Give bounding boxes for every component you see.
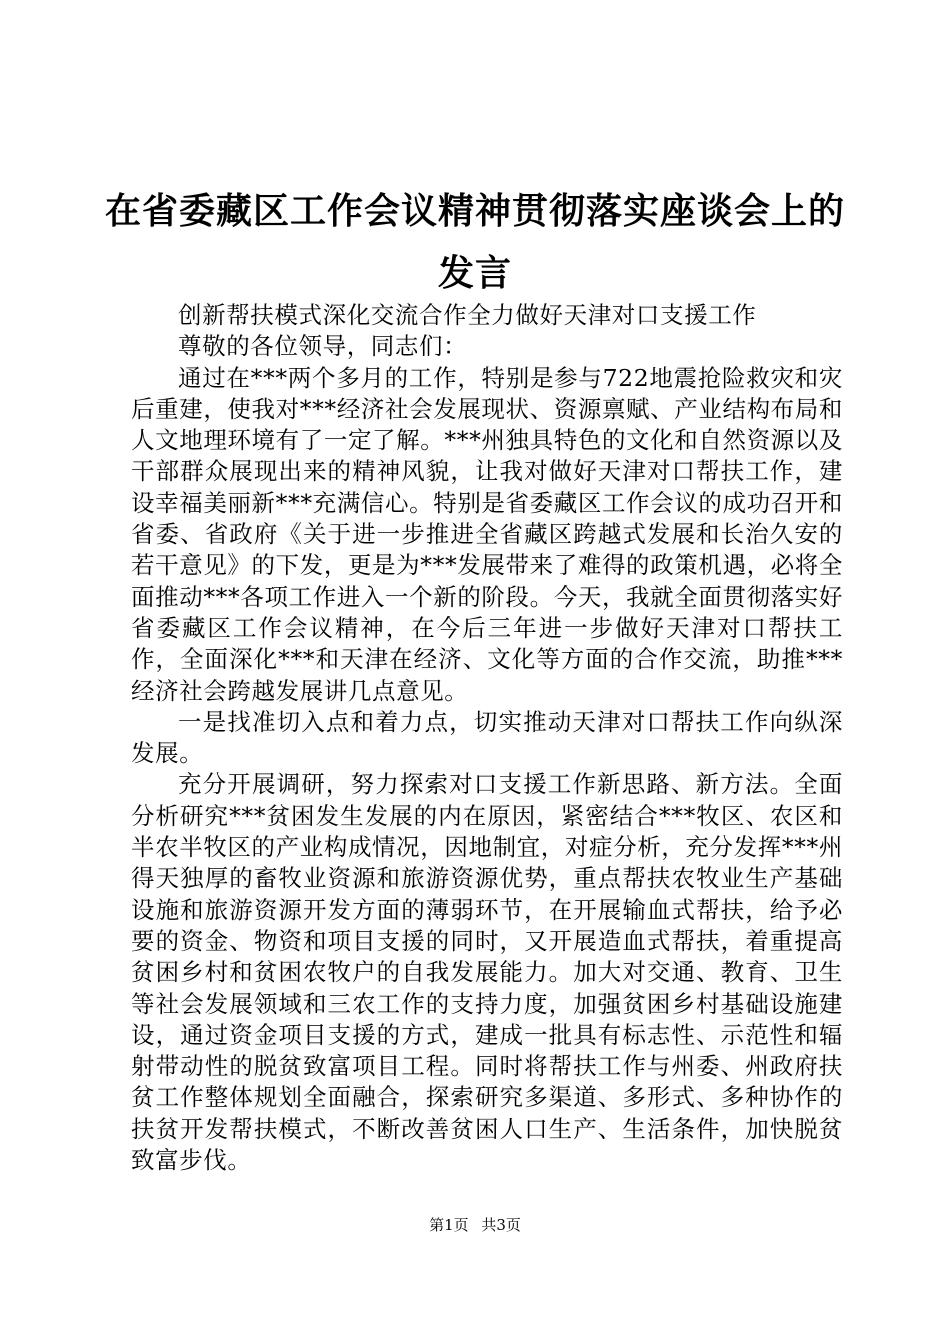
- body-paragraph: 充分开展调研，努力探索对口支援工作新思路、新方法。全面分析研究***贫困发生发展的内在原因，紧密结合***牧区、农区和半农半牧区的产业构成情况，因地制宜，对症分析，充分发挥***州得天独厚的畜牧业资源和旅游资源优势，重点帮扶农牧业生产基础设施和旅游资源开发方面的薄弱环节，在开展输血式帮扶，给予必要的资金、物资和项目支援的同时，又开展造血式帮扶，着重提高贫困乡村和贫困农牧户的自我发展能力。加大对交通、教育、卫生等社会发展领域和三农工作的支持力度，加强贫困乡村基础设施建设，通过资金项目支援的方式，建成一批具有标志性、示范性和辐射带动性的脱贫致富项目工程。同时将帮扶工作与州委、州政府扶贫工作整体规划全面融合，探索研究多渠道、多形式、多种协作的扶贫开发帮扶模式，不断改善贫困人口生产、生活条件，加快脱贫致富步伐。: [131, 770, 843, 1175]
- section-heading-paragraph: 一是找准切入点和着力点，切实推动天津对口帮扶工作向纵深发展。: [131, 707, 843, 768]
- page-footer: [0, 1214, 950, 1236]
- salutation-paragraph: 尊敬的各位领导，同志们：: [178, 332, 468, 361]
- document-body: [131, 300, 843, 1176]
- document-title: 在省委藏区工作会议精神贯彻落实座谈会上的发言: [104, 190, 845, 294]
- subtitle-paragraph: 创新帮扶模式深化交流合作全力做好天津对口支援工作: [178, 301, 757, 329]
- body-paragraph: 通过在***两个多月的工作，特别是参与722地震抢险救灾和灾后重建，使我对***经济社会发展现状、资源禀赋、产业结构布局和人文地理环境有了一定了解。***州独具特色的文化和自然资源以及干部群众展现出来的精神风貌，让我对做好天津对口帮扶工作，建设幸福美丽新***充满信心。特别是省委藏区工作会议的成功召开和省委、省政府《关于进一步推进全省藏区跨越式发展和长治久安的若干意见》的下发，更是为***发展带来了难得的政策机遇，必将全面推动***各项工作进入一个新的阶段。今天，我就全面贯彻落实好省委藏区工作会议精神，在今后三年进一步做好天津对口帮扶工作，全面深化***和天津在经济、文化等方面的合作交流，助推***经济社会跨越发展讲几点意见。: [131, 363, 843, 705]
- page-number: 第1页: [429, 1216, 469, 1234]
- page-total: 共3页: [481, 1216, 521, 1234]
